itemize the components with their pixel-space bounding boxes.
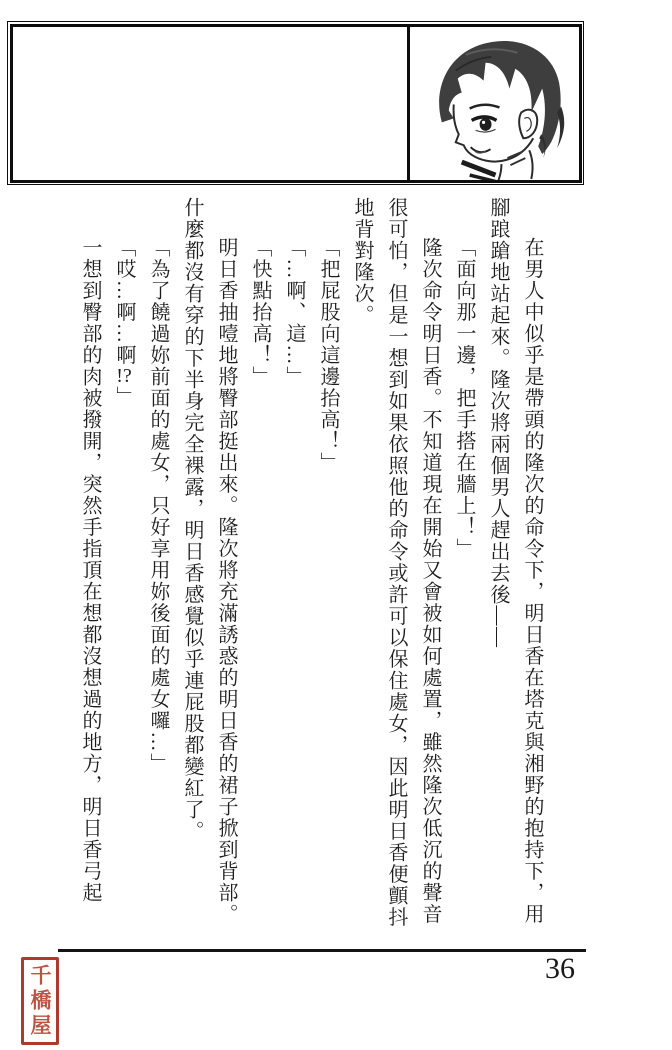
novel-paragraph: 隆次命令明日香。不知道現在開始又會被如何處置，雖然隆次低沉的聲音很可怕，但是一想到如果依照他的命令或許可以保住處女，因此明日香便顫抖地背對隆次。 — [351, 197, 441, 928]
illustration-frame — [407, 27, 579, 180]
novel-text-block — [62, 197, 549, 941]
novel-paragraph: 在男人中似乎是帶頭的隆次的命令下，明日香在塔克與湘野的抱持下，用腳踉蹌地站起來。隆次將兩個男人趕出去後—— — [487, 197, 543, 925]
novel-paragraph: 明日香抽噎地將臀部挺出來。隆次將充滿誘惑的明日香的裙子掀到背部。什麼都沒有穿的下半身完全裸露，明日香感覺似乎連屁股都變紅了。 — [181, 197, 237, 925]
header-banner-inner-border — [10, 24, 582, 183]
novel-paragraph: 一想到臀部的肉被撥開，突然手指頂在想都沒想過的地方，明日香弓起 — [79, 237, 101, 904]
novel-paragraph: 「哎…啊…啊!?」 — [113, 237, 135, 408]
footer-rule — [58, 949, 586, 952]
novel-paragraph: 「…啊、這…」 — [283, 237, 305, 388]
publisher-seal — [21, 957, 59, 1045]
novel-paragraph: 「快點抬高！」 — [249, 237, 271, 388]
publisher-seal-text: 千橋屋 — [28, 963, 52, 1039]
page-number: 36 — [545, 952, 575, 985]
novel-paragraph: 「為了饒過妳前面的處女，只好享用妳後面的處女囉…」 — [147, 237, 169, 775]
manga-character-face-illustration — [410, 27, 579, 180]
header-banner — [7, 21, 584, 185]
novel-paragraph: 「把屁股向這邊抬高！」 — [317, 237, 339, 474]
novel-paragraph: 「面向那一邊，把手搭在牆上！」 — [453, 237, 475, 560]
